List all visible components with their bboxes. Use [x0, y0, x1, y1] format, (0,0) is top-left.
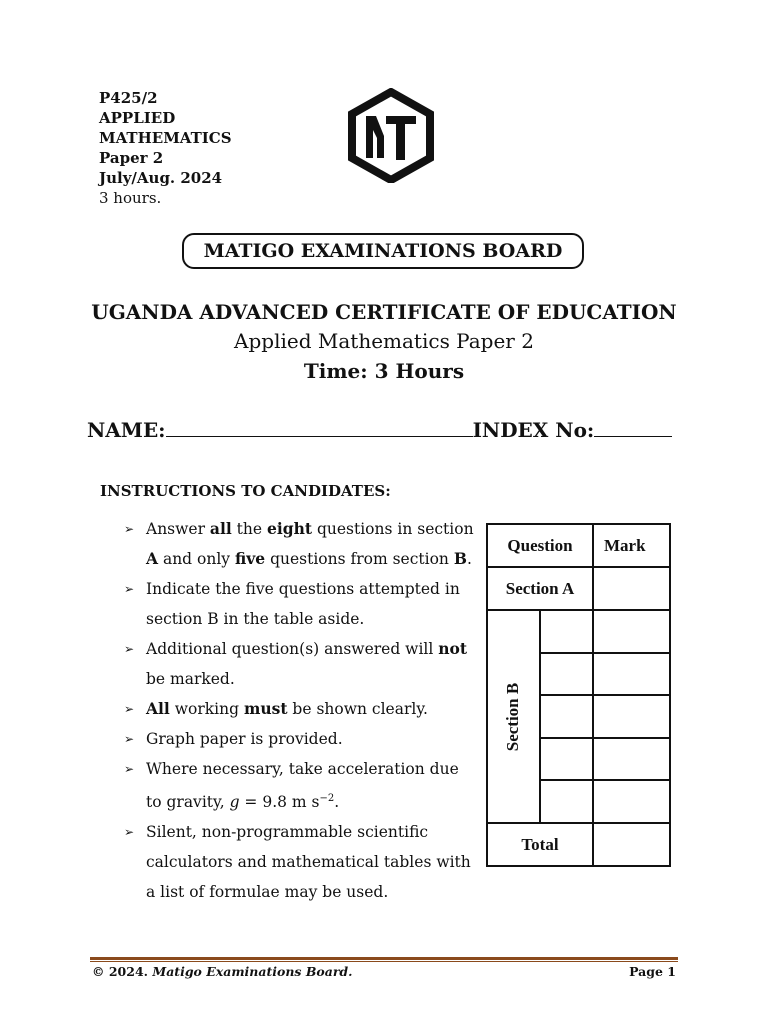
subject-line-2: MATHEMATICS — [99, 129, 232, 147]
instruction-text: Graph paper is provided. — [146, 730, 343, 748]
instruction-text: must — [243, 699, 288, 718]
section-b-mark-cell[interactable] — [594, 739, 669, 782]
total-label: Total — [488, 824, 594, 865]
section-b-mark-cell[interactable] — [594, 654, 669, 697]
instruction-item — [124, 634, 474, 694]
paper-code: P425/2 — [99, 89, 158, 107]
arrow-bullet-icon: ➢ — [124, 642, 135, 656]
hexagon-logo-icon — [346, 88, 436, 183]
index-field[interactable] — [594, 418, 672, 437]
instruction-text: Additional question(s) answered will — [146, 640, 439, 658]
index-label: INDEX No: — [472, 418, 595, 442]
arrow-bullet-icon: ➢ — [124, 702, 135, 716]
section-a-label: Section A — [488, 568, 594, 611]
board-logo — [346, 88, 436, 183]
candidate-details — [87, 418, 672, 442]
footer-rule-thin — [90, 961, 678, 962]
subject-title: Applied Mathematics Paper 2 — [234, 329, 534, 353]
name-label: NAME: — [87, 418, 166, 442]
copyright-board: Matigo Examinations Board. — [152, 964, 353, 979]
instruction-item — [124, 724, 474, 754]
section-b-question-cell[interactable] — [541, 739, 594, 782]
instruction-text: B — [453, 549, 467, 568]
instruction-text: questions in section — [312, 520, 474, 538]
section-b-label: Section B — [503, 682, 523, 751]
arrow-bullet-icon: ➢ — [124, 732, 135, 746]
section-b-mark-cell[interactable] — [594, 781, 669, 824]
instruction-text: Where necessary, take acceleration due to gravity, — [146, 760, 459, 812]
instruction-text: . — [334, 793, 340, 812]
instructions-title: INSTRUCTIONS TO CANDIDATES: — [100, 482, 391, 500]
total-mark[interactable] — [594, 824, 669, 865]
section-b-question-cell[interactable] — [541, 611, 594, 654]
instruction-text: eight — [267, 519, 313, 538]
instruction-text: all — [209, 519, 232, 538]
section-b-question-cell[interactable] — [541, 781, 594, 824]
instruction-item — [124, 754, 474, 817]
instruction-text: = 9.8 m s — [239, 793, 320, 812]
instruction-text: and only — [158, 550, 235, 568]
header-question: Question — [488, 525, 594, 568]
certificate-title: UGANDA ADVANCED CERTIFICATE OF EDUCATION — [91, 300, 677, 324]
instruction-text: Indicate the five questions attempted in section B in the table aside. — [146, 580, 460, 628]
instruction-text: the — [231, 520, 267, 538]
section-b-mark-cell[interactable] — [594, 611, 669, 654]
paper-info — [99, 88, 232, 208]
arrow-bullet-icon: ➢ — [124, 522, 135, 536]
header-mark: Mark — [594, 525, 669, 568]
section-b-label-cell — [488, 611, 541, 824]
instruction-text: be marked. — [146, 670, 235, 688]
copyright-year: © 2024. — [92, 964, 148, 979]
instruction-text: Silent, non-programmable scientific calculators and mathematical tables with a list of formulae may be used. — [146, 823, 471, 902]
marks-table — [486, 523, 671, 867]
section-b-question-cell[interactable] — [541, 696, 594, 739]
section-b-mark-cell[interactable] — [594, 696, 669, 739]
exam-duration: 3 hours. — [99, 189, 162, 207]
instruction-item — [124, 514, 474, 574]
instruction-text: working — [169, 700, 244, 718]
board-name-box: MATIGO EXAMINATIONS BOARD — [182, 233, 584, 269]
instruction-text: A — [146, 549, 159, 568]
instruction-text: g — [229, 793, 240, 812]
subject-line-1: APPLIED — [99, 109, 176, 127]
paper-number: Paper 2 — [99, 149, 164, 167]
footer-rule — [90, 957, 678, 960]
instruction-text: All — [146, 699, 170, 718]
section-b-question-cell[interactable] — [541, 654, 594, 697]
exam-date: July/Aug. 2024 — [99, 169, 223, 187]
page-number: Page 1 — [629, 964, 676, 979]
arrow-bullet-icon: ➢ — [124, 582, 135, 596]
instruction-text: questions from section — [265, 550, 454, 568]
instruction-text: be shown clearly. — [287, 700, 428, 718]
instructions-list — [124, 514, 474, 907]
name-field[interactable] — [166, 418, 473, 437]
footer-copyright — [92, 964, 353, 979]
time-allowed: Time: 3 Hours — [303, 359, 465, 383]
instruction-text: not — [438, 639, 468, 658]
instruction-item — [124, 694, 474, 724]
section-a-mark[interactable] — [594, 568, 669, 611]
arrow-bullet-icon: ➢ — [124, 825, 135, 840]
instruction-text: five — [235, 549, 266, 568]
instruction-item — [124, 574, 474, 634]
instruction-text: −2 — [319, 793, 335, 804]
arrow-bullet-icon: ➢ — [124, 762, 135, 776]
instruction-text: Answer — [146, 520, 210, 538]
instruction-text: . — [466, 550, 472, 568]
instruction-item — [124, 817, 474, 907]
